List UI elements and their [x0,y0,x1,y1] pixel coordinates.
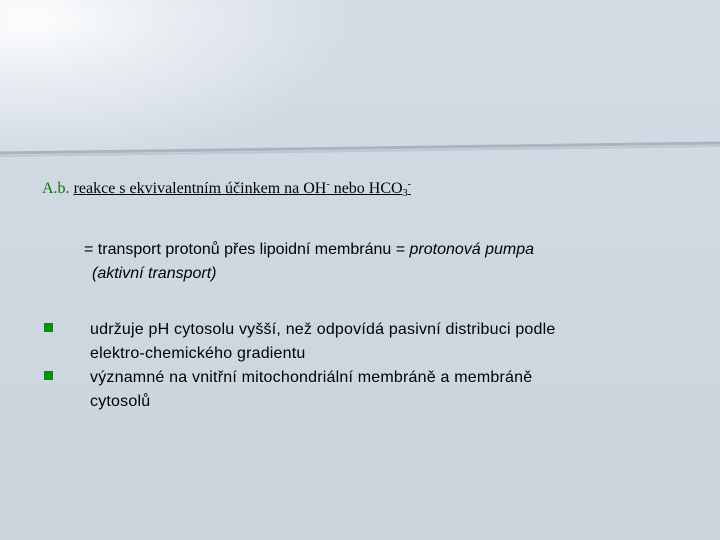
section-heading [42,180,411,198]
list-item [42,366,682,414]
list-item-line1: udržuje pH cytosolu vyšší, než odpovídá pasivní distribuci podle [90,321,556,338]
list-item-line2: cytosolů [90,393,151,410]
definition-line1 [84,241,534,258]
bullet-list [42,318,682,414]
hco-subscript: 3 [402,188,408,199]
list-item-line1: významné na vnitřní mitochondriální membráně a membráně [90,369,533,386]
header-divider [0,140,720,170]
heading-prefix: A.b. [42,180,70,197]
list-item [42,318,682,366]
square-bullet-icon [44,323,53,332]
square-bullet-icon [44,371,53,380]
heading-text-before: reakce s ekvivalentním účinkem na OH [73,180,327,197]
background-highlight [0,0,720,160]
heading-title [74,180,411,197]
definition-plain: = transport protonů přes lipoidní membránu = [84,241,410,258]
definition-line2: (aktivní transport) [92,265,217,282]
definition-italic-term: protonová pumpa [409,241,535,258]
oh-superscript: - [326,179,330,190]
list-item-line2: elektro-chemického gradientu [90,345,306,362]
hco-superscript: - [407,179,411,190]
heading-text-middle: nebo HCO [329,180,403,197]
definition-text [84,238,684,286]
